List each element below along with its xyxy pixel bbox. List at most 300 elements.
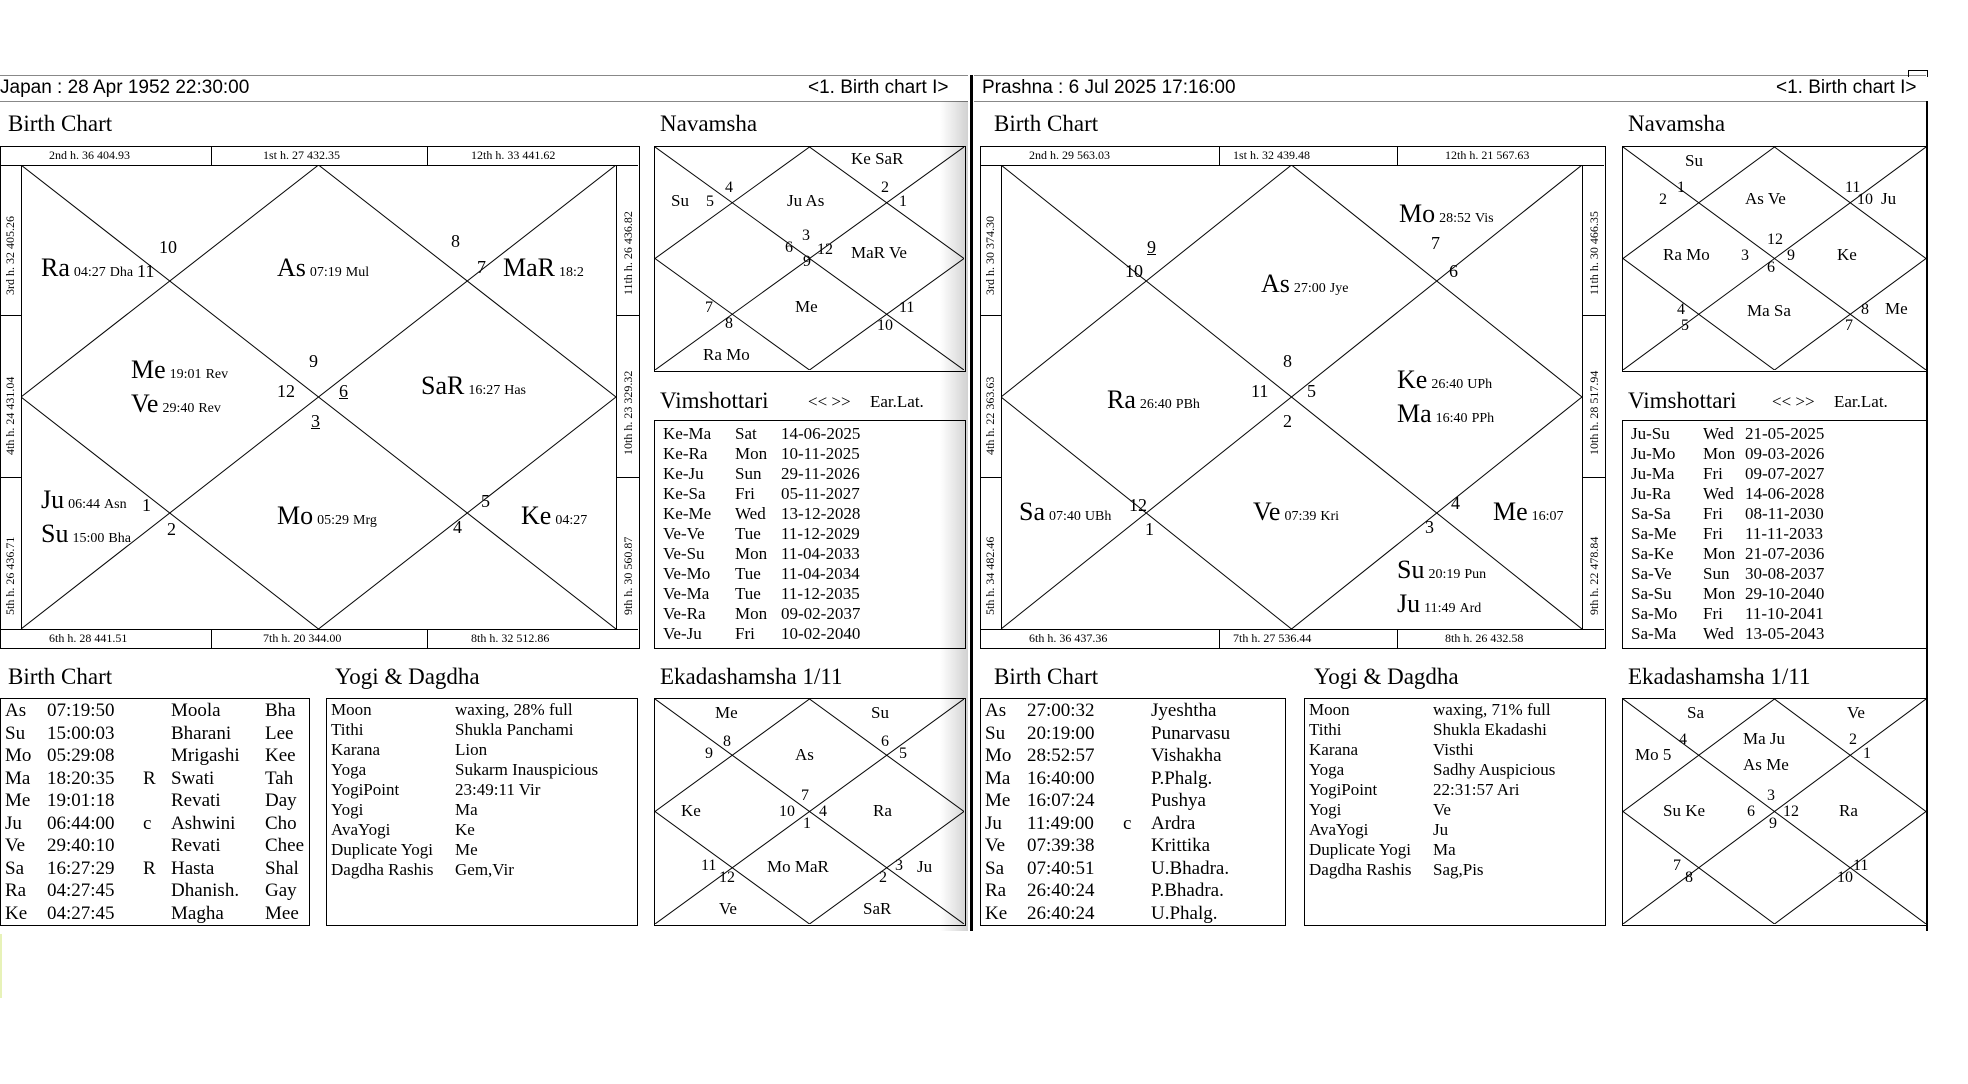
ekadashamsha-chart[interactable]	[654, 698, 966, 926]
house-number: 9	[309, 351, 318, 371]
house-10-info: 10th h. 28 517.94	[1587, 370, 1601, 455]
house-strip-left	[981, 165, 1002, 629]
ekadashamsha-label: 9	[705, 745, 713, 762]
weekday: Sun	[1703, 564, 1730, 583]
planet-degree: 06:44:00	[47, 812, 115, 834]
navamsha-label: 11	[1845, 179, 1861, 196]
navamsha-label: Ra Mo	[703, 345, 750, 364]
ekadashamsha-label: 3	[895, 857, 903, 874]
house-number: 6	[1449, 261, 1458, 281]
planet-placement: Su 20:19 Pun	[1397, 555, 1487, 584]
yogi-key: Yoga	[1309, 760, 1345, 779]
date: 14-06-2028	[1745, 484, 1825, 503]
header-bottom-line	[974, 101, 1926, 102]
ekadashamsha-label: As Me	[1743, 755, 1789, 774]
weekday: Fri	[1703, 604, 1723, 623]
house-number: 3	[1425, 517, 1434, 537]
ekadashamsha-label: Su Ke	[1663, 801, 1706, 820]
dasha-period: Sa-Me	[1631, 524, 1677, 543]
planet-name: Sa	[5, 857, 24, 879]
navamsha-label: 10	[1857, 191, 1873, 208]
house-4-info: 4th h. 22 363.63	[983, 376, 997, 455]
date: 14-06-2025	[781, 424, 861, 443]
nakshatra: Punarvasu	[1151, 722, 1231, 744]
dasha-period: Sa-Ve	[1631, 564, 1672, 583]
navamsha-label: 1	[1677, 179, 1685, 196]
planet-degree: 19:01:18	[47, 790, 115, 811]
planet-placement: Ke 04:27	[521, 501, 588, 530]
yogi-value: 22:31:57 Ari	[1433, 780, 1520, 799]
pada-sound: Tah	[265, 767, 294, 789]
pada-sound: Lee	[265, 722, 294, 744]
navamsha-label: Su	[1685, 151, 1703, 170]
ekadashamsha-label: 6	[881, 733, 889, 750]
weekday: Fri	[1703, 504, 1723, 523]
pada-sound: Chee	[265, 835, 305, 856]
planet-placement: As 27:00 Jye	[1261, 269, 1349, 298]
ekadashamsha-label: Ma Ju	[1743, 729, 1786, 748]
window-corner	[1908, 70, 1928, 77]
pada-sound: Day	[265, 790, 297, 811]
nakshatra: U.Phalg.	[1151, 902, 1218, 924]
planet-degree: 15:00:03	[47, 722, 115, 744]
vimshottari-nav[interactable]: << >>	[808, 392, 851, 411]
yogi-key: Yogi	[331, 800, 364, 819]
planet-degree: 16:07:24	[1027, 790, 1095, 811]
ekadashamsha-label: Sa	[1687, 703, 1704, 722]
planet-table	[0, 698, 310, 926]
dasha-period: Ke-Me	[663, 504, 712, 523]
ekadashamsha-label: Mo MaR	[767, 857, 829, 876]
planet-name: Su	[5, 722, 26, 744]
ekadashamsha-label: 12	[719, 869, 735, 886]
nakshatra: Revati	[171, 790, 221, 811]
weekday: Tue	[735, 584, 761, 603]
dasha-period: Ke-Sa	[663, 484, 706, 503]
navamsha-label: 6	[785, 239, 793, 256]
retro-flag: R	[143, 767, 156, 789]
yogi-value: Me	[455, 840, 478, 859]
planet-name: Ke	[5, 902, 28, 924]
weekday: Fri	[735, 484, 755, 503]
planet-placement: Ju 11:49 Ard	[1397, 589, 1482, 618]
house-6-info: 6th h. 28 441.51	[49, 631, 128, 645]
ekadashamsha-label: 3	[1767, 787, 1775, 804]
planet-placement: Me 19:01 Rev	[131, 355, 229, 384]
vimshottari-nav[interactable]: << >>	[1772, 392, 1815, 411]
date: 10-11-2025	[781, 444, 860, 463]
yogi-table	[326, 698, 638, 926]
dasha-period: Sa-Sa	[1631, 504, 1671, 523]
house-number: 10	[159, 237, 177, 257]
date: 09-07-2027	[1745, 464, 1825, 483]
house-strip-left	[1, 165, 22, 629]
navamsha-label: 4	[1677, 301, 1685, 318]
house-number: 12	[277, 381, 295, 401]
house-number: 2	[1283, 411, 1292, 431]
planet-placement: Ve 07:39 Kri	[1253, 497, 1339, 526]
house-10-info: 10th h. 23 329.32	[621, 370, 635, 455]
planet-degree: 07:40:51	[1027, 857, 1095, 879]
date: 13-05-2043	[1745, 624, 1825, 643]
house-number: 2	[167, 519, 176, 539]
house-strip-top	[981, 147, 1604, 166]
navamsha-chart[interactable]	[654, 146, 966, 372]
planet-degree: 28:52:57	[1027, 745, 1095, 766]
yogi-value: Sag,Pis	[1433, 860, 1484, 879]
header-bottom-line	[0, 101, 968, 102]
weekday: Fri	[1703, 464, 1723, 483]
house-2-info: 2nd h. 36 404.93	[49, 148, 130, 162]
ekadashamsha-label: 10	[1837, 869, 1853, 886]
navamsha-label: 9	[803, 253, 811, 270]
house-5-info: 5th h. 26 436.71	[3, 536, 17, 615]
house-number: 10	[1125, 261, 1143, 281]
nakshatra: U.Bhadra.	[1151, 857, 1230, 879]
nakshatra: Dhanish.	[171, 880, 240, 901]
house-11-info: 11th h. 26 436.82	[621, 211, 635, 295]
weekday: Tue	[735, 524, 761, 543]
navamsha-label: Me	[1885, 299, 1908, 318]
house-number: 9	[1147, 237, 1156, 257]
ekadashamsha-label: 7	[1673, 857, 1681, 874]
house-8-info: 8th h. 26 432.58	[1445, 631, 1524, 645]
weekday: Wed	[735, 504, 766, 523]
house-strip-top	[1, 147, 638, 166]
date: 29-11-2026	[781, 464, 860, 483]
house-5-info: 5th h. 34 482.46	[983, 536, 997, 615]
weekday: Mon	[1703, 584, 1736, 603]
yogi-key: YogiPoint	[1309, 780, 1378, 799]
nakshatra: Bharani	[171, 722, 232, 744]
yogi-key: Duplicate Yogi	[1309, 840, 1411, 859]
house-number: 7	[1431, 233, 1440, 253]
dasha-period: Ve-Su	[663, 544, 705, 563]
house-12-info: 12th h. 33 441.62	[471, 148, 556, 162]
date: 30-08-2037	[1745, 564, 1825, 583]
edge-accent	[0, 934, 2, 998]
navamsha-label: 3	[1741, 247, 1749, 264]
weekday: Mon	[1703, 544, 1736, 563]
date: 21-07-2036	[1745, 544, 1825, 563]
nakshatra: P.Phalg.	[1151, 767, 1213, 789]
house-number: 8	[451, 231, 460, 251]
navamsha-label: 1	[899, 193, 907, 210]
nakshatra: Mrigashi	[171, 745, 240, 766]
yogi-value: Visthi	[1433, 740, 1474, 759]
nakshatra: Jyeshtha	[1151, 700, 1217, 721]
house-strip-bottom	[981, 629, 1604, 648]
nakshatra: Pushya	[1151, 790, 1206, 811]
ekadashamsha-label: Su	[871, 703, 889, 722]
planet-degree: 16:40:00	[1027, 767, 1095, 789]
date: 11-12-2035	[781, 584, 860, 603]
ekadashamsha-chart[interactable]	[1622, 698, 1928, 926]
navamsha-label: 5	[1681, 317, 1689, 334]
planet-name: Ve	[985, 835, 1006, 856]
navamsha-label: Ke	[1837, 245, 1857, 264]
house-3-info: 3rd h. 30 374.30	[983, 216, 997, 295]
navamsha-label: 8	[725, 315, 733, 332]
planet-placement: Ma 16:40 PPh	[1397, 399, 1495, 428]
navamsha-label: 3	[802, 227, 810, 244]
planet-placement: SaR 16:27 Has	[421, 371, 527, 400]
house-1-info: 1st h. 27 432.35	[263, 148, 341, 162]
house-number: 1	[1145, 519, 1154, 539]
ekadashamsha-label: Ke	[681, 801, 701, 820]
yogi-key: YogiPoint	[331, 780, 400, 799]
navamsha-label: 5	[706, 193, 714, 210]
retro-flag: R	[143, 857, 156, 879]
house-2-info: 2nd h. 29 563.03	[1029, 148, 1110, 162]
navamsha-label: Ma Sa	[1747, 301, 1791, 320]
house-4-info: 4th h. 24 431.04	[3, 376, 17, 455]
navamsha-label: Ju	[1881, 189, 1897, 208]
dasha-period: Ve-Mo	[663, 564, 711, 583]
house-1-info: 1st h. 32 439.48	[1233, 148, 1311, 162]
yogi-key: Karana	[331, 740, 381, 759]
birth-chart[interactable]	[980, 146, 1606, 649]
header-top-line	[974, 75, 1926, 76]
house-number: 6	[339, 381, 348, 401]
date: 13-12-2028	[781, 504, 861, 523]
planet-placement: Mo 05:29 Mrg	[277, 501, 377, 530]
planet-degree: 20:19:00	[1027, 722, 1095, 744]
house-number: 4	[1451, 493, 1460, 513]
house-6-info: 6th h. 36 437.36	[1029, 631, 1108, 645]
weekday: Mon	[1703, 444, 1736, 463]
navamsha-label: MaR Ve	[851, 243, 907, 262]
ekadashamsha-label: As	[795, 745, 814, 764]
planet-name: Ve	[5, 835, 26, 856]
birth-chart-labels	[1001, 165, 1582, 629]
date: 08-11-2030	[1745, 504, 1824, 523]
planet-name: Ma	[985, 767, 1011, 789]
ekadashamsha-title: Ekadashamsha 1/11	[1628, 664, 1811, 689]
ekadashamsha-label: 4	[819, 803, 827, 820]
planet-table	[980, 698, 1286, 926]
navamsha-label: 4	[725, 179, 733, 196]
planet-degree: 05:29:08	[47, 745, 115, 766]
house-number: 11	[1251, 381, 1269, 401]
navamsha-title: Navamsha	[660, 111, 758, 136]
navamsha-label: Su	[671, 191, 689, 210]
vimshottari-table	[1622, 420, 1928, 649]
yogi-value: waxing, 71% full	[1433, 700, 1551, 719]
yogi-value: Ma	[1433, 840, 1456, 859]
earlat-toggle[interactable]: Ear.Lat.	[1834, 392, 1888, 411]
yogi-value: Ju	[1433, 820, 1449, 839]
house-9-info: 9th h. 22 478.84	[1587, 536, 1601, 615]
yogi-value: waxing, 28% full	[455, 700, 573, 719]
navamsha-label: Me	[795, 297, 818, 316]
yogi-key: AvaYogi	[331, 820, 391, 839]
planet-placement: Ve 29:40 Rev	[131, 389, 221, 418]
weekday: Wed	[1703, 624, 1734, 643]
dasha-period: Sa-Mo	[1631, 604, 1678, 623]
navamsha-label: 6	[1767, 259, 1775, 276]
vimshottari-table	[654, 420, 966, 649]
yogi-value: Ve	[1433, 800, 1451, 819]
chart-selector-link[interactable]: <1. Birth chart I>	[1776, 77, 1917, 98]
dasha-period: Ju-Ra	[1631, 484, 1671, 503]
ekadashamsha-label: 1	[803, 815, 811, 832]
planet-name: Su	[985, 722, 1006, 744]
nakshatra: P.Bhadra.	[1151, 880, 1224, 901]
planet-placement: Ra 26:40 PBh	[1107, 385, 1200, 414]
ekadashamsha-label: Ve	[719, 899, 737, 918]
date: 10-02-2040	[781, 624, 861, 643]
ekadashamsha-label: 5	[899, 745, 907, 762]
planet-degree: 29:40:10	[47, 835, 115, 856]
navamsha-label: 7	[1845, 317, 1853, 334]
planet-degree: 26:40:24	[1027, 880, 1095, 901]
house-number: 12	[1129, 495, 1147, 515]
dasha-period: Sa-Ke	[1631, 544, 1674, 563]
navamsha-label: 10	[877, 317, 893, 334]
dasha-period: Ve-Ma	[663, 584, 710, 603]
yogi-value: Shukla Ekadashi	[1433, 720, 1547, 739]
yogi-key: Tithi	[331, 720, 364, 739]
pada-sound: Kee	[265, 745, 296, 766]
pada-sound: Cho	[265, 812, 297, 834]
navamsha-label: 11	[899, 299, 915, 316]
chart-header-left: Japan : 28 Apr 1952 22:30:00	[0, 77, 250, 98]
nakshatra: Ardra	[1151, 812, 1196, 834]
house-strip-bottom	[1, 629, 638, 648]
date: 11-04-2033	[781, 544, 860, 563]
navamsha-chart[interactable]	[1622, 146, 1928, 372]
planet-name: As	[5, 700, 27, 721]
planet-placement: Ju 06:44 Asn	[41, 485, 127, 514]
nakshatra: Moola	[171, 700, 221, 721]
date: 11-11-2033	[1745, 524, 1824, 543]
planet-name: Ra	[985, 880, 1007, 901]
house-8-info: 8th h. 32 512.86	[471, 631, 550, 645]
yogi-key: Karana	[1309, 740, 1359, 759]
house-number: 5	[481, 491, 490, 511]
ekadashamsha-label: 4	[1679, 731, 1687, 748]
navamsha-label: 12	[817, 241, 833, 258]
ekadashamsha-label: Me	[715, 703, 738, 722]
yogi-key: Dagdha Rashis	[331, 860, 434, 879]
planet-name: Ra	[5, 880, 27, 901]
planet-degree: 26:40:24	[1027, 902, 1095, 924]
ekadashamsha-label: 8	[1685, 869, 1693, 886]
navamsha-label: Ke SaR	[851, 149, 904, 168]
planet-degree: 04:27:45	[47, 902, 115, 924]
birth-chart-title: Birth Chart	[994, 111, 1099, 136]
planet-placement: As 07:19 Mul	[277, 253, 370, 282]
weekday: Mon	[735, 544, 768, 563]
planet-name: Me	[985, 790, 1011, 811]
nakshatra: Hasta	[171, 857, 215, 879]
vimshottari-title: Vimshottari	[660, 388, 769, 413]
birth-chart[interactable]	[0, 146, 640, 649]
ekadashamsha-label: Mo 5	[1635, 745, 1672, 764]
planet-degree: 04:27:45	[47, 880, 115, 901]
planet-placement: Ra 04:27 Dha	[41, 253, 134, 282]
panel-divider[interactable]	[970, 75, 973, 931]
weekday: Fri	[735, 624, 755, 643]
weekday: Mon	[735, 444, 768, 463]
planet-table-title: Birth Chart	[994, 664, 1099, 689]
date: 11-04-2034	[781, 564, 860, 583]
navamsha-label: 2	[881, 179, 889, 196]
yogi-value: Lion	[455, 740, 488, 759]
planet-degree: 11:49:00	[1027, 812, 1094, 834]
planet-placement: Mo 28:52 Vis	[1399, 199, 1494, 228]
nakshatra: Ashwini	[171, 812, 236, 834]
planet-placement: Sa 07:40 UBh	[1019, 497, 1112, 526]
header-top-line	[0, 75, 968, 76]
pada-sound: Bha	[265, 700, 296, 721]
planet-degree: 16:27:29	[47, 857, 115, 879]
date: 11-10-2041	[1745, 604, 1824, 623]
dasha-period: Ke-Ju	[663, 464, 704, 483]
planet-degree: 07:39:38	[1027, 835, 1095, 856]
dasha-period: Ve-Ju	[663, 624, 702, 643]
navamsha-title: Navamsha	[1628, 111, 1726, 136]
yogi-key: Duplicate Yogi	[331, 840, 433, 859]
ekadashamsha-title: Ekadashamsha 1/11	[660, 664, 843, 689]
panel-left	[0, 0, 968, 940]
house-number: 4	[453, 517, 462, 537]
weekday: Wed	[1703, 484, 1734, 503]
house-11-info: 11th h. 30 466.35	[1587, 211, 1601, 295]
pada-sound: Mee	[265, 902, 299, 924]
ekadashamsha-label: 10	[779, 803, 795, 820]
ekadashamsha-label: Ve	[1847, 703, 1865, 722]
house-9-info: 9th h. 30 560.87	[621, 536, 635, 615]
dasha-period: Ke-Ma	[663, 424, 712, 443]
retro-flag: c	[143, 812, 152, 834]
ekadashamsha-label: Ra	[1839, 801, 1858, 820]
house-number: 11	[137, 261, 155, 281]
yogi-key: Moon	[331, 700, 372, 719]
house-number: 1	[142, 495, 151, 515]
earlat-toggle[interactable]: Ear.Lat.	[870, 392, 924, 411]
weekday: Fri	[1703, 524, 1723, 543]
panel-right-border	[1926, 101, 1928, 931]
navamsha-label: As Ve	[1745, 189, 1786, 208]
pada-sound: Gay	[265, 880, 297, 901]
yogi-value: Shukla Panchami	[455, 720, 574, 739]
vimshottari-title: Vimshottari	[1628, 388, 1737, 413]
navamsha-label: Ra Mo	[1663, 245, 1710, 264]
ekadashamsha-label: 11	[1853, 857, 1869, 874]
nakshatra: Vishakha	[1151, 745, 1222, 766]
yogi-key: Yoga	[331, 760, 367, 779]
planet-placement: Su 15:00 Bha	[41, 519, 131, 548]
dasha-period: Ve-Ra	[663, 604, 706, 623]
planet-name: Sa	[985, 857, 1004, 879]
house-number: 5	[1307, 381, 1316, 401]
planet-degree: 07:19:50	[47, 700, 115, 721]
navamsha-label: 8	[1861, 301, 1869, 318]
ekadashamsha-label: 12	[1783, 803, 1799, 820]
chart-selector-link[interactable]: <1. Birth chart I>	[808, 77, 949, 98]
nakshatra: Revati	[171, 835, 221, 856]
ekadashamsha-label: 2	[879, 869, 887, 886]
navamsha-label: 9	[1787, 247, 1795, 264]
navamsha-label: 12	[1767, 231, 1783, 248]
birth-chart-labels	[21, 165, 616, 629]
weekday: Tue	[735, 564, 761, 583]
planet-name: Ma	[5, 767, 31, 789]
yogi-table	[1304, 698, 1606, 926]
date: 09-02-2037	[781, 604, 861, 623]
